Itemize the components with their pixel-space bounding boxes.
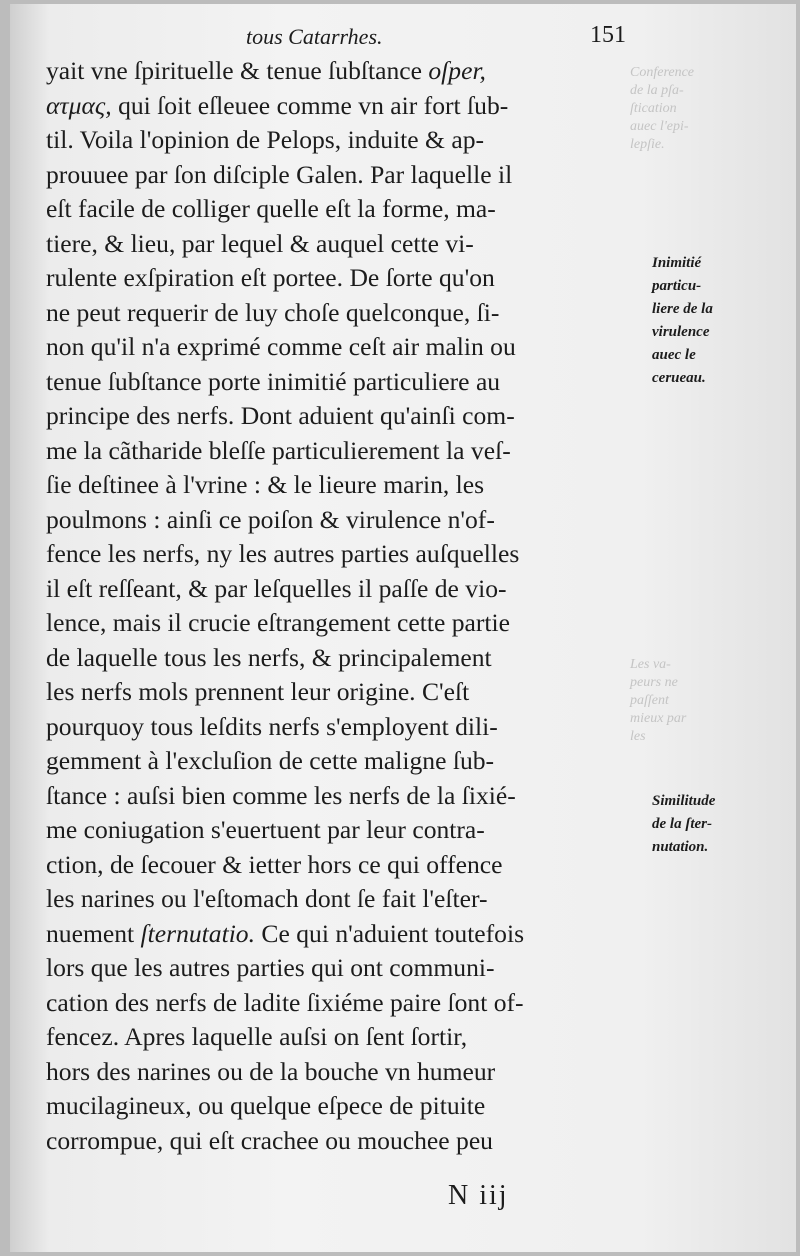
bleed-line: paſſent	[630, 693, 669, 708]
margin-note-similitude	[652, 790, 792, 859]
text-line: gemment à l'excluſion de cette maligne ſub-	[46, 746, 495, 775]
bleed-line: les	[630, 729, 646, 744]
note-line: Inimitié	[652, 255, 702, 271]
text-line: ne peut requerir de luy choſe quelconque, ſi-	[46, 297, 500, 327]
text-line: poulmons : ainſi ce poiſon & virulence n'of-	[46, 504, 495, 534]
bleed-line: de la pſa-	[630, 83, 684, 98]
text-line: les narines ou l'eſtomach dont ſe fait l'eſter-	[46, 884, 488, 913]
bleed-line: mieux par	[630, 711, 687, 726]
note-line: Similitude	[652, 793, 716, 809]
text-line: ατμας, qui ſoit eſleuee comme vn air fort ſub-	[46, 90, 509, 120]
greek-word: oſper,	[428, 56, 486, 85]
text-line: ſtance : auſsi bien comme les nerfs de la ſixié-	[46, 780, 516, 810]
note-line: nutation.	[652, 839, 709, 855]
text-line: cation des nerfs de ladite ſixiéme paire ſont of-	[46, 987, 524, 1017]
body-text	[46, 54, 656, 1158]
text-line: tenue ſubſtance porte inimitié particuliere au	[46, 366, 501, 396]
bleed-line: lepſie.	[630, 137, 665, 152]
text-line: principe des nerfs. Dont aduient qu'ainſi com-	[46, 401, 515, 430]
text-line: eſt facile de colliger quelle eſt la forme, ma-	[46, 194, 496, 223]
text-line: lence, mais il crucie eſtrangement cette partie	[46, 608, 510, 637]
note-line: auec le	[652, 347, 696, 363]
text-line: prouuee par ſon diſciple Galen. Par laquelle il	[46, 159, 513, 189]
bleed-line: ſtication	[630, 101, 677, 116]
text-line: yait vne ſpirituelle & tenue ſubſtance oſper,	[46, 56, 486, 85]
note-line: cerueau.	[652, 370, 706, 386]
text-line: me la cãtharide bleſſe particulierement la veſ-	[46, 435, 511, 465]
book-page	[10, 4, 796, 1252]
note-line: particu-	[652, 278, 702, 294]
text-line: mucilagineux, ou quelque eſpece de pituite	[46, 1091, 486, 1120]
note-line: virulence	[652, 324, 710, 340]
text-line: corrompue, qui eſt crachee ou mouchee peu	[46, 1125, 493, 1155]
margin-note-inimitie	[652, 252, 792, 390]
text-line: hors des narines ou de la bouche vn humeur	[46, 1056, 496, 1086]
text-line: lors que les autres parties qui ont communi-	[46, 953, 495, 982]
page-header	[10, 18, 796, 48]
text-line: fencez. Apres laquelle auſsi on ſent ſortir,	[46, 1022, 468, 1051]
text-line: ction, de ſecouer & ietter hors ce qui offence	[46, 849, 503, 879]
text-line: til. Voila l'opinion de Pelops, induite & ap-	[46, 125, 485, 154]
text-line: de laquelle tous les nerfs, & principalement	[46, 642, 492, 672]
bleed-line: Conference	[630, 65, 695, 80]
text-line: les nerfs mols prennent leur origine. C'eſt	[46, 677, 470, 706]
signature-mark: N iij	[448, 1180, 509, 1211]
bleed-line: auec l'epi-	[630, 119, 689, 134]
bleed-line: peurs ne	[630, 675, 678, 690]
page-number: 151	[590, 22, 626, 48]
text-line: ſie deſtinee à l'vrine : & le lieure marin, les	[46, 470, 485, 499]
text-line: il eſt reſſeant, & par leſquelles il paſſe de vio-	[46, 573, 507, 603]
latin-term: ſternutatio.	[140, 918, 256, 948]
running-title: tous Catarrhes.	[246, 24, 383, 49]
note-line: liere de la	[652, 301, 713, 317]
text-line: tiere, & lieu, par lequel & auquel cette vi-	[46, 228, 474, 258]
text-line: me coniugation s'euertuent par leur contra-	[46, 815, 485, 844]
greek-word: ατμας,	[46, 90, 112, 120]
text-line: nuement ſternutatio. Ce qui n'aduient toutefois	[46, 918, 525, 948]
text-line: non qu'il n'a exprimé comme ceſt air malin ou	[46, 332, 516, 361]
text-line: pourquoy tous leſdits nerfs s'employent dili-	[46, 711, 498, 741]
text-line: rulente exſpiration eſt portee. De ſorte qu'on	[46, 263, 495, 292]
note-line: de la ſter-	[652, 816, 712, 832]
bleed-line: Les va-	[630, 657, 671, 672]
text-line: fence les nerfs, ny les autres parties auſquelles	[46, 539, 520, 568]
